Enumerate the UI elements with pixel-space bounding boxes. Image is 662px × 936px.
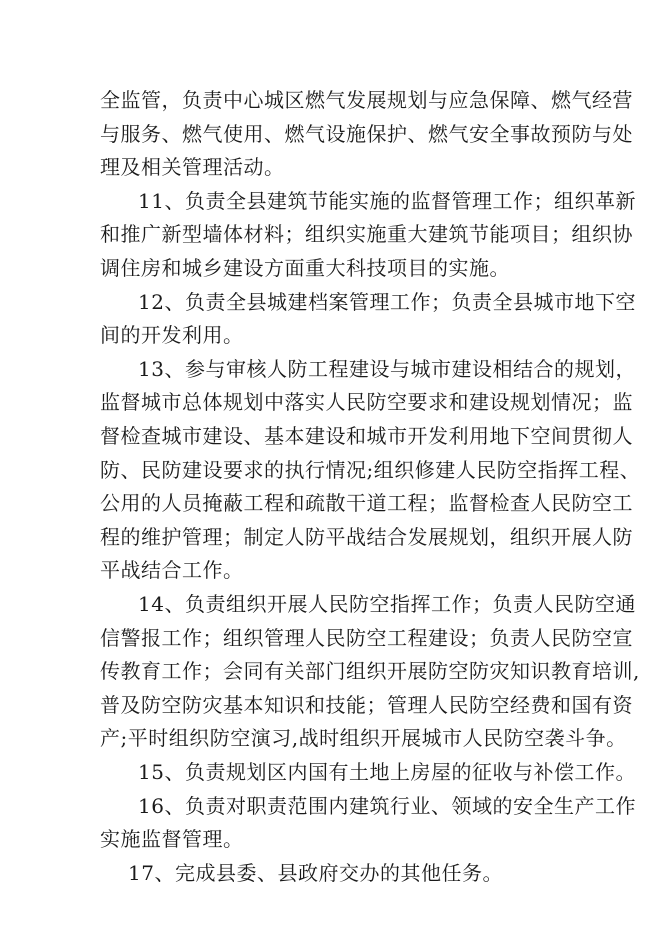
text-line-18: 传教育工作；会同有关部门组织开展防空防灾知识教育培训, [100,659,640,684]
text-line-20: 产;平时组织防空演习,战时组织开展城市人民防空袭斗争。 [100,726,627,751]
text-line-21: 15、负责规划区内国有土地上房屋的征收与补偿工作。 [138,760,636,784]
text-line-2: 与服务、燃气使用、燃气设施保护、燃气安全事故预防与处 [100,121,633,146]
text-line-15: 平战结合工作。 [100,558,244,583]
text-line-4: 11、负责全县建筑节能实施的监督管理工作；组织革新 [138,188,636,213]
text-line-17: 信警报工作；组织管理人民防空工程建设；负责人民防空宣 [100,625,633,650]
text-line-19: 普及防空防灾基本知识和技能；管理人民防空经费和国有资 [100,692,633,717]
text-line-7: 12、负责全县城建档案管理工作；负责全县城市地下空 [138,289,636,314]
text-line-16: 14、负责组织开展人民防空指挥工作；负责人民防空通 [138,592,636,616]
text-line-9: 13、参与审核人防工程建设与城市建设相结合的规划， [138,356,636,381]
text-line-10: 监督城市总体规划中落实人民防空要求和建设规划情况；监 [100,390,633,415]
text-line-5: 和推广新型墙体材料；组织实施重大建筑节能项目；组织协 [100,222,633,247]
text-line-14: 程的维护管理；制定人防平战结合发展规划，组织开展人防 [100,524,633,549]
text-line-23: 实施监督管理。 [100,827,244,852]
text-line-3: 理及相关管理活动。 [100,155,285,180]
text-line-1: 全监管，负责中心城区燃气发展规划与应急保障、燃气经营 [100,88,633,112]
text-line-12: 防、民防建设要求的执行情况;组织修建人民防空指挥工程、 [100,457,641,482]
text-line-24: 17、完成县委、县政府交办的其他任务。 [128,860,503,885]
text-line-6: 调住房和城乡建设方面重大科技项目的实施。 [100,256,510,280]
text-line-11: 督检查城市建设、基本建设和城市开发利用地下空间贯彻人 [100,424,633,448]
text-line-13: 公用的人员掩蔽工程和疏散干道工程；监督检查人民防空工 [100,491,633,516]
text-line-8: 间的开发利用。 [100,323,244,348]
text-line-22: 16、负责对职责范围内建筑行业、领域的安全生产工作 [138,793,636,818]
